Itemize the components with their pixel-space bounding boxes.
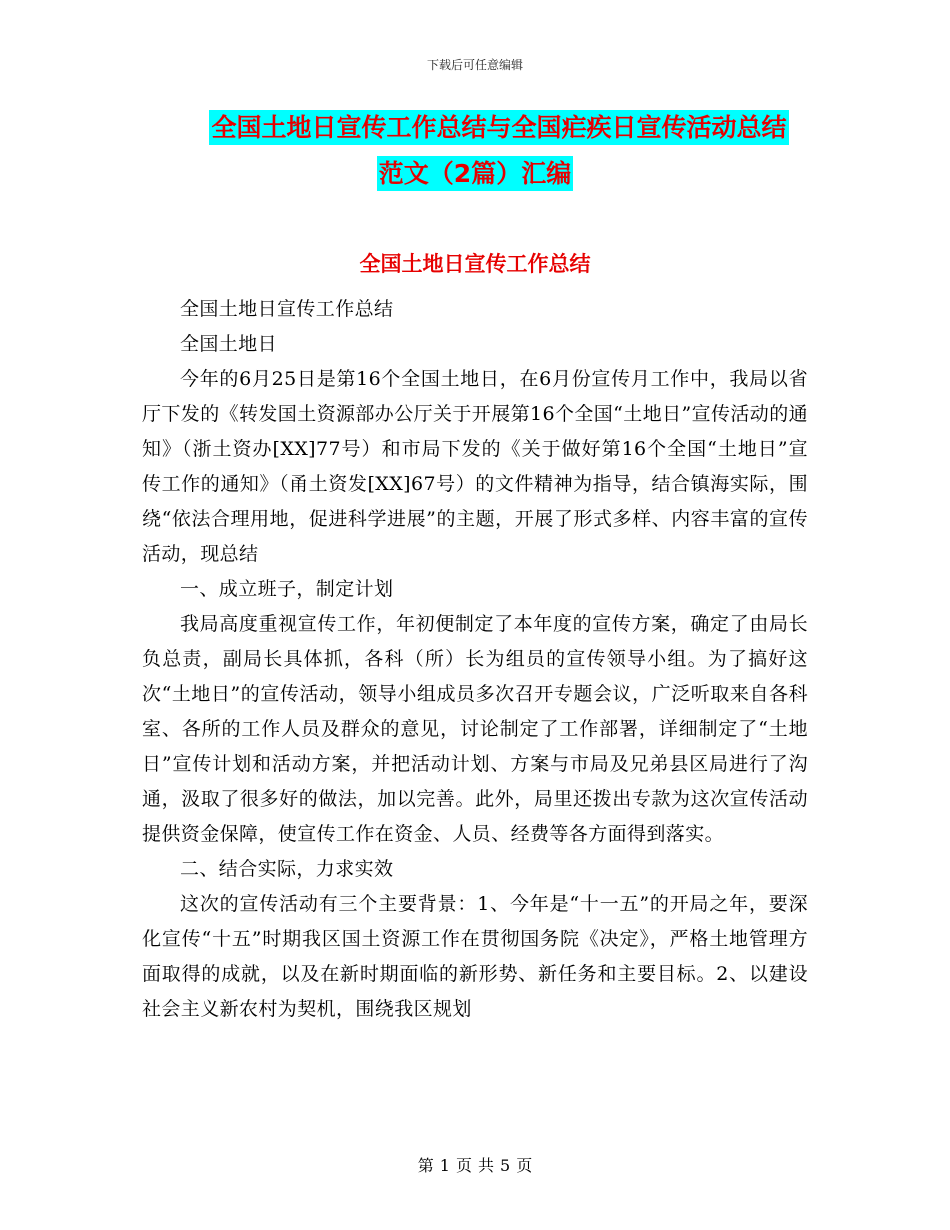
footer-page-number: 1 <box>439 1156 450 1175</box>
paragraph-3: 今年的6月25日是第16个全国土地日，在6月份宣传月工作中，我局以省厅下发的《转发国土资源部办公厅关于开展第16个全国“土地日”宣传活动的通知》（浙土资办[XX]77号）和市局下发的《关于做好第16个全国“土地日”宣传工作的通知》（甬土资发[XX]67号）的文件精神为指导，结合镇海实际，围绕“依法合理用地，促进科学进展”的主题，开展了形式多样、内容丰富的宣传活动，现总结 <box>142 368 809 565</box>
footer-total-unit: 页 <box>516 1156 533 1175</box>
footer-page-word: 第 <box>417 1156 434 1175</box>
section-title: 全国土地日宣传工作总结 <box>359 252 591 276</box>
title-line-2-text: 范文（2篇）汇编 <box>377 156 573 191</box>
paragraph-2: 全国土地日 <box>180 333 278 355</box>
paragraph-7: 这次的宣传活动有三个主要背景：1、今年是“十一五”的开局之年，要深化宣传“十五”时期我区国土资源工作在贯彻国务院《决定》，严格土地管理方面取得的成就，以及在新时期面临的新形势、新任务和主要目标。2、以建设社会主义新农村为契机，围绕我区规划 <box>142 893 808 1020</box>
footer-total-word: 共 <box>478 1156 495 1175</box>
title-line-1-text: 全国土地日宣传工作总结与全国疟疾日宣传活动总结 <box>209 110 788 145</box>
paragraph-5: 我局高度重视宣传工作，年初便制定了本年度的宣传方案，确定了由局长负总责，副局长具体抓，各科（所）长为组员的宣传领导小组。为了搞好这次“土地日”的宣传活动，领导小组成员多次召开专题会议，广泛听取来自各科室、各所的工作人员及群众的意见，讨论制定了工作部署，详细制定了“土地日”宣传计划和活动方案，并把活动计划、方案与市局及兄弟县区局进行了沟通，汲取了很多好的做法，加以完善。此外，局里还拨出专款为这次宣传活动提供资金保障，使宣传工作在资金、人员、经费等各方面得到落实。 <box>142 613 808 845</box>
document-title-line-2 <box>0 159 950 189</box>
page-footer <box>0 1153 950 1176</box>
document-body <box>142 292 808 1027</box>
header-note: 下载后可任意编辑 <box>426 58 523 72</box>
paragraph-6: 二、结合实际，力求实效 <box>180 858 394 880</box>
footer-page-unit: 页 <box>455 1156 472 1175</box>
paragraph-1: 全国土地日宣传工作总结 <box>180 298 394 320</box>
footer-total-number: 5 <box>500 1156 511 1175</box>
paragraph-4: 一、成立班子，制定计划 <box>180 578 394 600</box>
document-title-line-1 <box>24 113 950 143</box>
